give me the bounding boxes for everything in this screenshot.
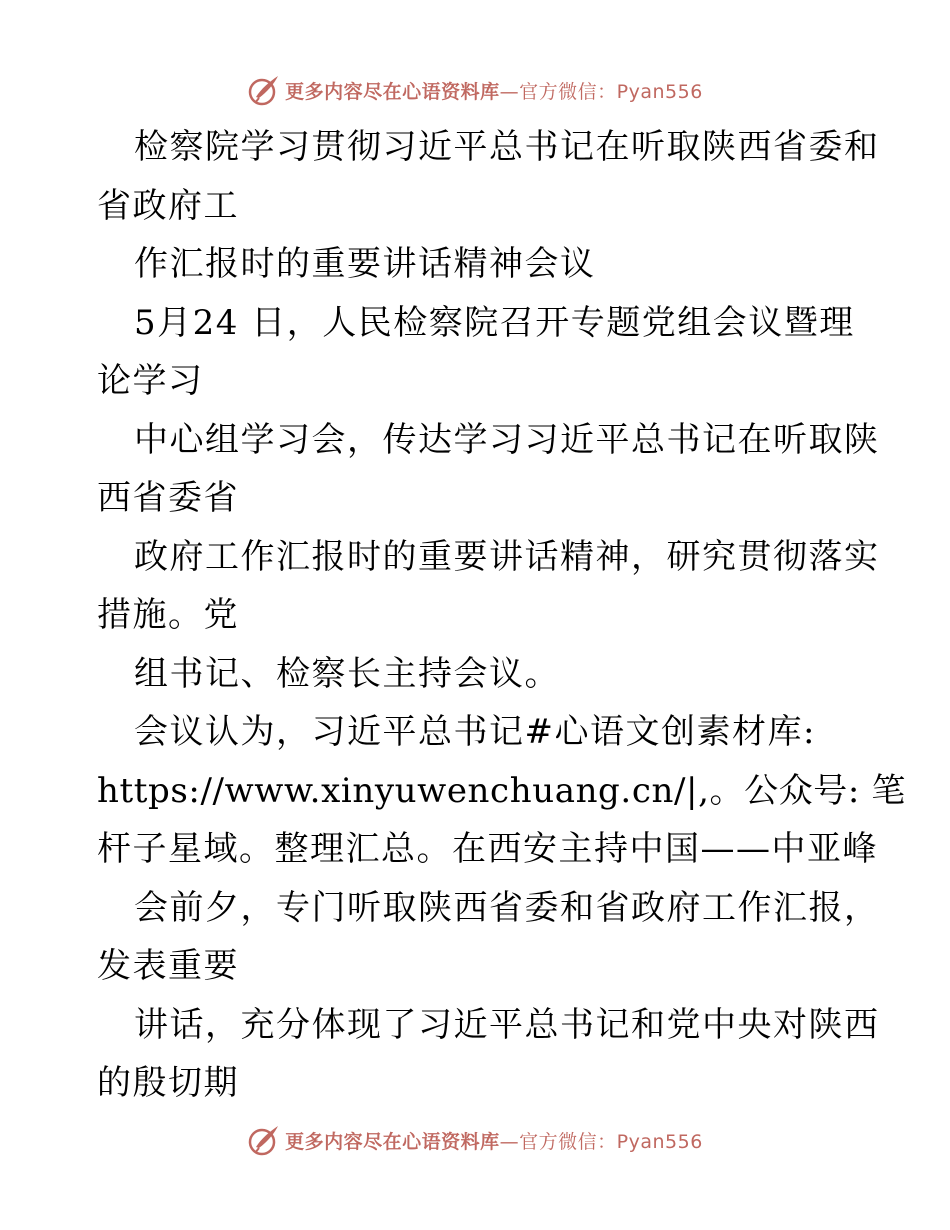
text-line: 会议认为，习近平总书记#心语文创素材库: bbox=[134, 712, 816, 752]
watermark-brand: 更多内容尽在心语资料库 bbox=[285, 80, 500, 103]
document-body bbox=[97, 118, 906, 1113]
text-line: 发表重要 bbox=[97, 946, 239, 986]
watermark-separator: — bbox=[499, 80, 520, 103]
watermark-contact: 官方微信：Pyan556 bbox=[519, 1130, 703, 1153]
text-line: 组书记、检察长主持会议。 bbox=[134, 653, 560, 694]
text-line: 作汇报时的重要讲话精神会议 bbox=[134, 244, 596, 284]
text-line: 西省委省 bbox=[97, 478, 239, 518]
text-line: 论学习 bbox=[97, 361, 204, 401]
watermark-text bbox=[285, 77, 703, 104]
watermark-contact: 官方微信：Pyan556 bbox=[519, 80, 703, 103]
text-line: 中心组学习会，传达学习习近平总书记在听取陕 bbox=[134, 419, 880, 460]
quill-pen-icon bbox=[247, 73, 281, 107]
text-line: 讲话，充分体现了习近平总书记和党中央对陕西 bbox=[134, 1004, 880, 1045]
text-line: 会前夕，专门听取陕西省委和省政府工作汇报， bbox=[134, 887, 880, 928]
text-line: 的殷切期 bbox=[97, 1063, 239, 1103]
quill-pen-icon bbox=[247, 1123, 281, 1157]
header-watermark bbox=[0, 70, 950, 110]
text-line: 省政府工 bbox=[97, 185, 239, 226]
watermark-brand: 更多内容尽在心语资料库 bbox=[285, 1130, 500, 1153]
watermark-text bbox=[285, 1127, 703, 1154]
text-line: 5月24 日，人民检察院召开专题党组会议暨理 bbox=[134, 302, 855, 343]
text-line: 杆子星域。整理汇总。在西安主持中国——中亚峰 bbox=[97, 829, 878, 869]
text-line: 检察院学习贯彻习近平总书记在听取陕西省委和 bbox=[134, 127, 880, 167]
text-line: 措施。党 bbox=[97, 595, 239, 635]
text-line: https://www.xinyuwenchuang.cn/|,。公众号: 笔 bbox=[97, 770, 906, 811]
watermark-separator: — bbox=[499, 1130, 520, 1153]
footer-watermark bbox=[0, 1120, 950, 1160]
text-line: 政府工作汇报时的重要讲话精神，研究贯彻落实 bbox=[134, 536, 880, 577]
